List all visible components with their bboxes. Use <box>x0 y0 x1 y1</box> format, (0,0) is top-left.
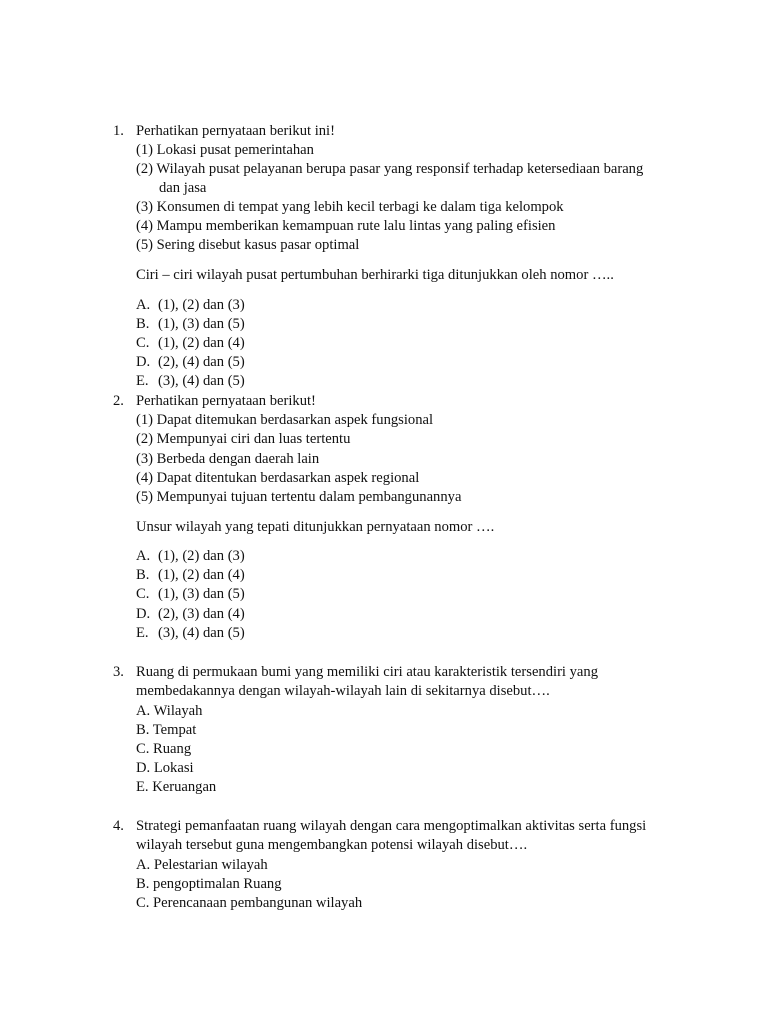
answer-option[interactable]: A. Pelestarian wilayah <box>136 857 268 873</box>
question-text: Unsur wilayah yang tepati ditunjukkan pernyataan nomor …. <box>136 519 495 535</box>
option-text: (1), (2) dan (4) <box>158 567 245 583</box>
answer-option[interactable] <box>136 624 245 643</box>
question-text-continued: wilayah tersebut guna mengembangkan potensi wilayah disebut…. <box>136 837 528 853</box>
statement-item: (4) Dapat ditentukan berdasarkan aspek regional <box>136 470 420 486</box>
statement-item: (5) Mempunyai tujuan tertentu dalam pembangunannya <box>136 489 462 505</box>
answer-option[interactable] <box>136 296 245 315</box>
statement-item: (2) Wilayah pusat pelayanan berupa pasar yang responsif terhadap ketersediaan barang <box>136 161 644 177</box>
answer-option[interactable] <box>136 585 245 604</box>
option-letter: E. <box>136 373 149 389</box>
statement-item: (5) Sering disebut kasus pasar optimal <box>136 237 360 253</box>
statement-item: (1) Dapat ditemukan berdasarkan aspek fungsional <box>136 412 434 428</box>
option-letter: C. <box>136 335 150 351</box>
option-text: (1), (2) dan (4) <box>158 335 245 351</box>
question-text: Strategi pemanfaatan ruang wilayah dengan cara mengoptimalkan aktivitas serta fungsi <box>136 818 647 834</box>
question-prompt: Perhatikan pernyataan berikut ini! <box>136 123 335 139</box>
option-letter: E. <box>136 625 149 641</box>
question-prompt: Perhatikan pernyataan berikut! <box>136 393 316 409</box>
answer-option[interactable] <box>136 566 245 585</box>
answer-option[interactable] <box>136 605 245 624</box>
option-letter: B. <box>136 316 150 332</box>
option-text: (1), (3) dan (5) <box>158 586 245 602</box>
statement-item-continued: dan jasa <box>159 180 207 196</box>
statement-item: (1) Lokasi pusat pemerintahan <box>136 142 314 158</box>
question-number: 4. <box>113 818 124 834</box>
option-text: (3), (4) dan (5) <box>158 625 245 641</box>
answer-option[interactable]: C. Perencanaan pembangunan wilayah <box>136 895 363 911</box>
option-letter: C. <box>136 586 150 602</box>
question-text-continued: membedakannya dengan wilayah-wilayah lain di sekitarnya disebut…. <box>136 683 550 699</box>
statement-item: (2) Mempunyai ciri dan luas tertentu <box>136 431 351 447</box>
option-letter: D. <box>136 354 151 370</box>
option-text: (1), (2) dan (3) <box>158 548 245 564</box>
answer-option[interactable]: C. Ruang <box>136 741 192 757</box>
answer-option[interactable] <box>136 315 245 334</box>
answer-option[interactable]: A. Wilayah <box>136 703 203 719</box>
option-text: (2), (3) dan (4) <box>158 606 245 622</box>
option-text: (2), (4) dan (5) <box>158 354 245 370</box>
answer-option[interactable] <box>136 547 245 566</box>
option-text: (1), (2) dan (3) <box>158 297 245 313</box>
option-letter: A. <box>136 548 151 564</box>
question-number: 2. <box>113 393 124 409</box>
option-text: (3), (4) dan (5) <box>158 373 245 389</box>
answer-option[interactable]: D. Lokasi <box>136 760 194 776</box>
option-letter: D. <box>136 606 151 622</box>
answer-option[interactable]: E. Keruangan <box>136 779 217 795</box>
statement-item: (3) Konsumen di tempat yang lebih kecil terbagi ke dalam tiga kelompok <box>136 199 564 215</box>
question-number: 1. <box>113 123 124 139</box>
question-number: 3. <box>113 664 124 680</box>
statement-item: (3) Berbeda dengan daerah lain <box>136 451 320 467</box>
answer-option[interactable] <box>136 372 245 391</box>
answer-option[interactable]: B. pengoptimalan Ruang <box>136 876 282 892</box>
answer-option[interactable]: B. Tempat <box>136 722 197 738</box>
option-letter: B. <box>136 567 150 583</box>
statement-item: (4) Mampu memberikan kemampuan rute lalu lintas yang paling efisien <box>136 218 556 234</box>
question-text: Ciri – ciri wilayah pusat pertumbuhan berhirarki tiga ditunjukkan oleh nomor ….. <box>136 267 614 283</box>
answer-option[interactable] <box>136 334 245 353</box>
question-text: Ruang di permukaan bumi yang memiliki ciri atau karakteristik tersendiri yang <box>136 664 599 680</box>
option-letter: A. <box>136 297 151 313</box>
answer-option[interactable] <box>136 353 245 372</box>
option-text: (1), (3) dan (5) <box>158 316 245 332</box>
